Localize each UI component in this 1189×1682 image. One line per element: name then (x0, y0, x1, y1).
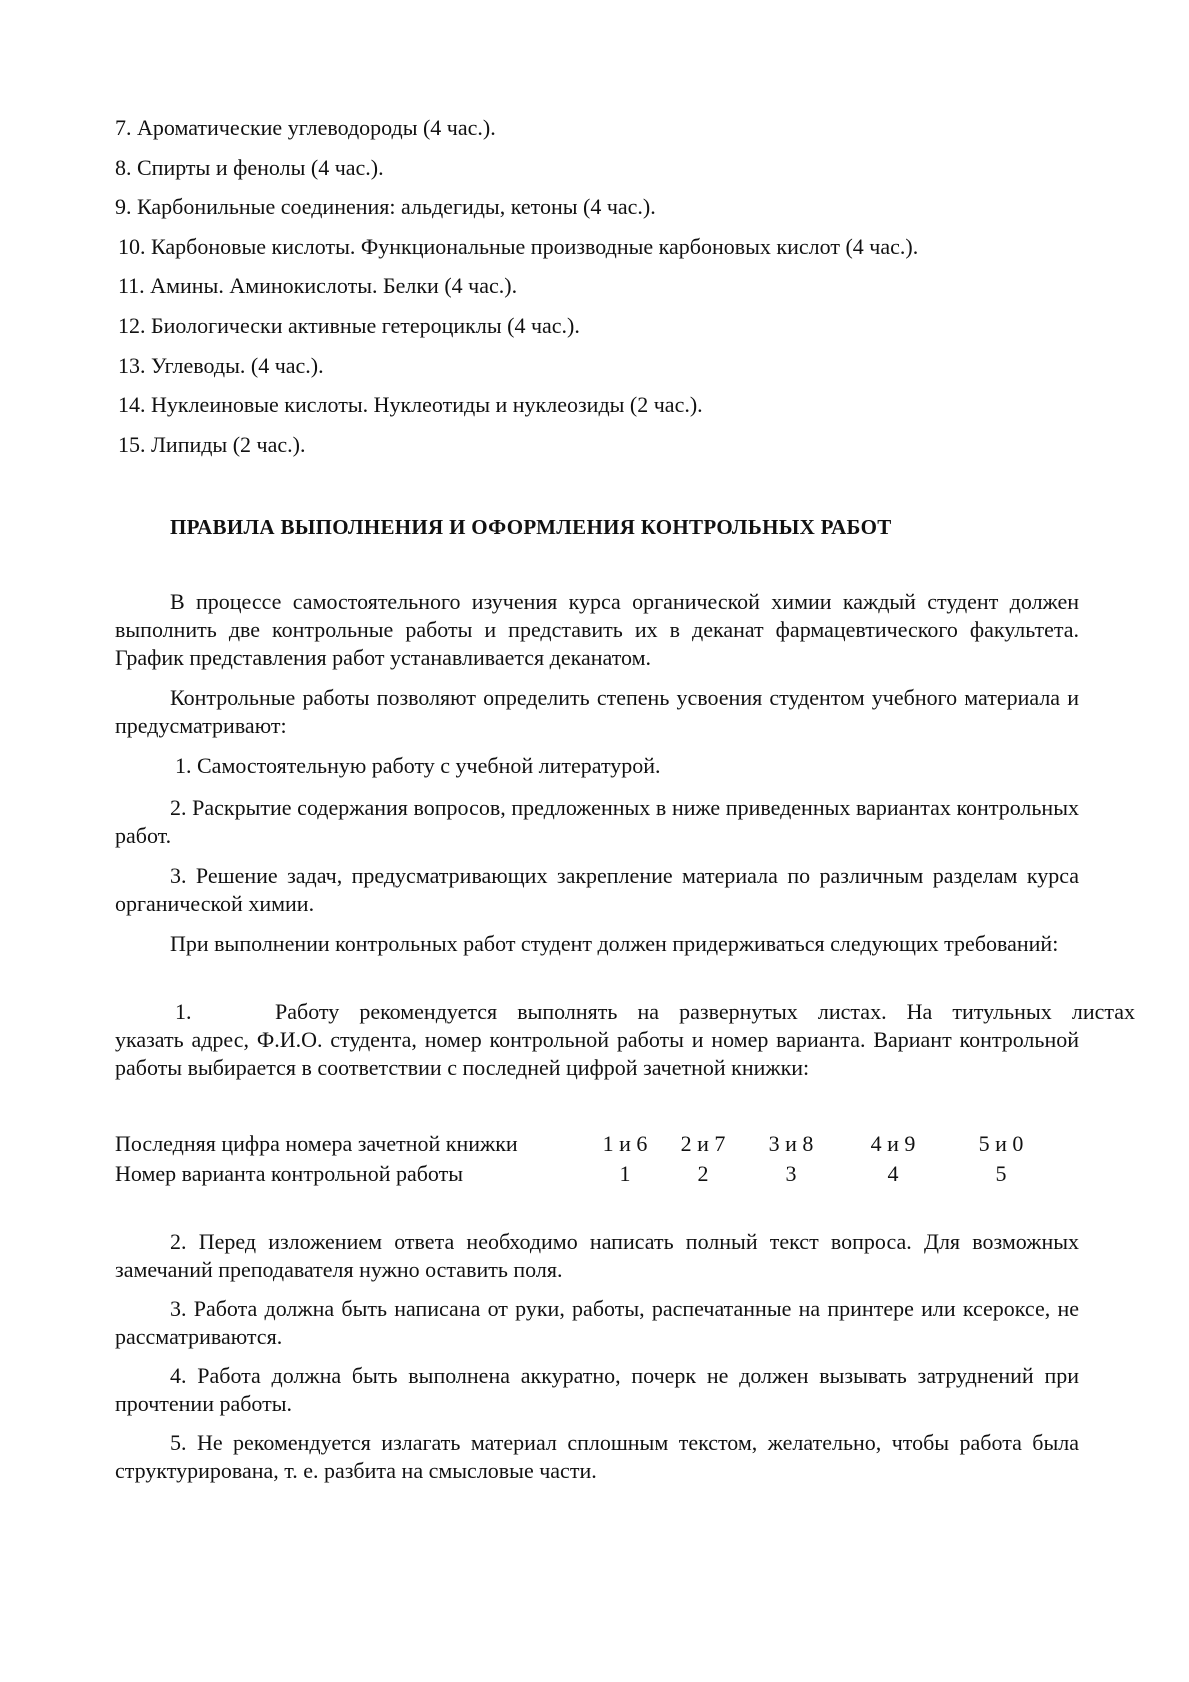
digit-cell: 1 и 6 (602, 1131, 648, 1156)
topic-item: 12. Биологически активные гетероциклы (4 час.). (118, 313, 580, 338)
digit-cell: 3 и 8 (768, 1131, 814, 1156)
requirement-item: 4. Работа должна быть выполнена аккуратно, почерк не должен вызывать затруднений при прочтении работы. (115, 1363, 1079, 1416)
digits-row-label: Последняя цифра номера зачетной книжки (115, 1131, 518, 1156)
variant-cell: 3 (785, 1161, 797, 1186)
section-heading: ПРАВИЛА ВЫПОЛНЕНИЯ И ОФОРМЛЕНИЯ КОНТРОЛЬНЫХ РАБОТ (170, 515, 892, 539)
variant-cell: 4 (887, 1161, 899, 1186)
purpose-item: 3. Решение задач, предусматривающих закрепление материала по различным разделам курса органической химии. (115, 863, 1079, 916)
variant-cell: 5 (995, 1161, 1007, 1186)
purpose-item: 2. Раскрытие содержания вопросов, предложенных в ниже приведенных вариантах контрольных работ. (115, 795, 1079, 848)
requirement-rest: указать адрес, Ф.И.О. студента, номер контрольной работы и номер варианта. Вариант контрольной работы выбирается в соответствии с последней цифрой зачетной книжки: (115, 1027, 1079, 1080)
digit-cell: 2 и 7 (680, 1131, 726, 1156)
digit-cell: 4 и 9 (870, 1131, 916, 1156)
requirement-item: 3. Работа должна быть написана от руки, работы, распечатанные на принтере или ксероксе, не рассматриваются. (115, 1296, 1079, 1349)
requirement-first-line: Работу рекомендуется выполнять на развернутых листах. На титульных листах (275, 999, 1135, 1024)
digit-cell: 5 и 0 (978, 1131, 1024, 1156)
topic-item: 13. Углеводы. (4 час.). (118, 353, 324, 378)
requirements-intro: При выполнении контрольных работ студент должен придерживаться следующих требований: (170, 931, 1059, 956)
purpose-paragraph: Контрольные работы позволяют определить степень усвоения студентом учебного материала и предусматривают: (115, 685, 1079, 738)
requirement-1 (115, 998, 1135, 1082)
topic-item: 7. Ароматические углеводороды (4 час.). (115, 115, 496, 140)
topic-item: 10. Карбоновые кислоты. Функциональные производные карбоновых кислот (4 час.). (118, 234, 919, 259)
topic-item: 14. Нуклеиновые кислоты. Нуклеотиды и нуклеозиды (2 час.). (118, 392, 703, 417)
topic-item: 9. Карбонильные соединения: альдегиды, кетоны (4 час.). (115, 194, 656, 219)
intro-paragraph: В процессе самостоятельного изучения курса органической химии каждый студент должен выполнить две контрольные работы и представить их в деканат фармацевтического факультета. График представления работ устанавливается деканатом. (115, 589, 1079, 670)
requirement-item: 5. Не рекомендуется излагать материал сплошным текстом, желательно, чтобы работа была структурирована, т. е. разбита на смысловые части. (115, 1430, 1079, 1483)
requirement-number: 1. (175, 999, 192, 1024)
purpose-item: 1. Самостоятельную работу с учебной литературой. (175, 753, 661, 778)
topic-item: 11. Амины. Аминокислоты. Белки (4 час.). (118, 273, 518, 298)
topic-item: 15. Липиды (2 час.). (118, 432, 306, 457)
topic-item: 8. Спирты и фенолы (4 час.). (115, 155, 384, 180)
requirement-item: 2. Перед изложением ответа необходимо написать полный текст вопроса. Для возможных замечаний преподавателя нужно оставить поля. (115, 1229, 1079, 1282)
variant-row-label: Номер варианта контрольной работы (115, 1161, 464, 1186)
variant-cell: 2 (697, 1161, 709, 1186)
variant-cell: 1 (619, 1161, 631, 1186)
